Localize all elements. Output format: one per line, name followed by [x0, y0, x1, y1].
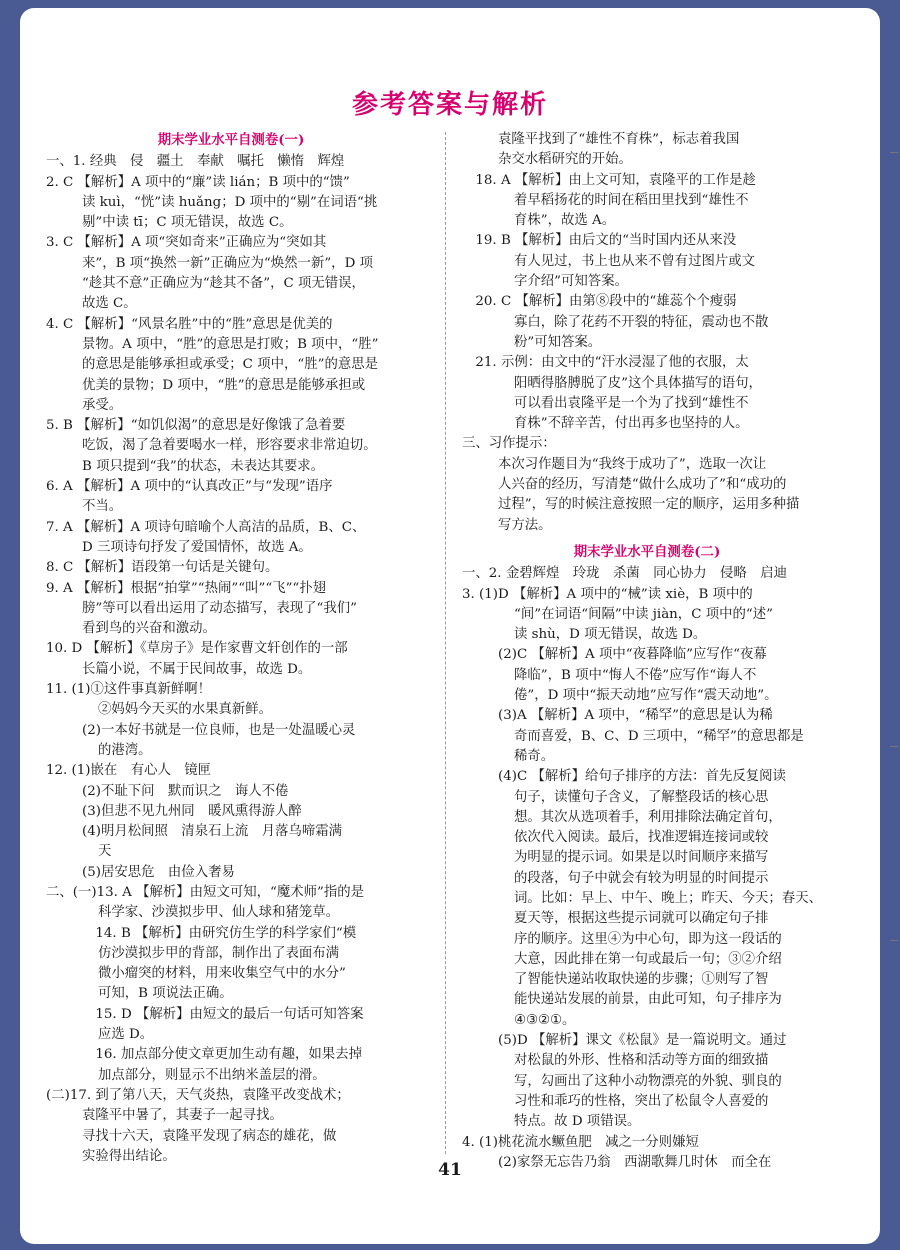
answer-line: 句子，读懂句子含义，了解整段话的核心思	[514, 789, 769, 805]
answer-line: (2)家祭无忘告乃翁 西湖歌舞几时休 而全在	[498, 1154, 772, 1170]
answer-line: 写，勾画出了这种小动物漂亮的外貌、驯良的	[514, 1073, 782, 1089]
answer-line: D 三项诗句抒发了爱国情怀，故选 A。	[82, 539, 312, 555]
answer-line: 依次代入阅读。最后，找准逻辑连接词或较	[514, 830, 769, 846]
answer-line: 习性和乖巧的性格，突出了松鼠令人喜爱的	[514, 1093, 769, 1109]
answer-line: 寻找十六天，袁隆平发现了病态的雄花，做	[82, 1128, 337, 1144]
answer-line: 的港湾。	[98, 742, 152, 758]
answer-line: 的段落，句子中就会有较为明显的时间提示	[514, 870, 769, 886]
answer-line: 3. (1)D 【解析】A 项中的“械”读 xiè，B 项中的	[462, 586, 753, 602]
answer-line: 育株”不辞辛苦，付出再多也坚持的人。	[514, 416, 749, 432]
answer-line: (二)17. 到了第八天，天气炎热，袁隆平改变战术；	[46, 1087, 350, 1103]
answer-line: 可以看出袁隆平是一个为了找到“雄性不	[514, 395, 749, 411]
edge-tick	[890, 152, 898, 153]
answer-line: 有人见过，书上也从来不曾有过图片或文	[514, 253, 756, 269]
answer-line: 一、2. 金碧辉煌 玲珑 杀菌 同心协力 侵略 启迪	[462, 566, 788, 582]
right-column	[462, 130, 832, 1173]
answer-line: 6. A 【解析】A 项中的“认真改正”与“发现”语序	[46, 479, 333, 495]
answer-line: 实验得出结论。	[82, 1148, 176, 1164]
answer-line: 20. C 【解析】由第⑧段中的“雄蕊个个瘦弱	[462, 294, 737, 310]
answer-line: 5. B 【解析】“如饥似渴”的意思是好像饿了急着要	[46, 418, 346, 434]
answer-line: 稀奇。	[514, 748, 555, 764]
answer-line: 粉”可知答案。	[514, 334, 602, 350]
answer-line: 人兴奋的经历，写清楚“做什么成功了”和“成功的	[498, 477, 787, 493]
answer-line: 吃饭，渴了急着要喝水一样，形容要求非常迫切。	[82, 438, 377, 454]
answer-line: 11. (1)①这件事真新鲜啊！	[46, 682, 212, 698]
answer-line: (3)但悲不见九州同 暖风熏得游人醉	[82, 803, 302, 819]
answer-line: ④③②①。	[514, 1012, 576, 1028]
answer-line: 着早稻扬花的时间在稻田里找到“雄性不	[514, 192, 749, 208]
answer-line: (4)明月松间照 清泉石上流 月落乌啼霜满	[82, 824, 342, 840]
answer-line: 14. B 【解析】由研究仿生学的科学家们“模	[82, 925, 357, 941]
answer-line: 的意思是能够承担或承受；C 项中，“胜”的意思是	[82, 357, 379, 373]
edge-tick	[890, 746, 898, 747]
answer-line: 为明显的提示词。如果是以时间顺序来描写	[514, 850, 769, 866]
answer-line: (5)D 【解析】课文《松鼠》是一篇说明文。通过	[498, 1033, 787, 1049]
answer-line: 对松鼠的外形、性格和活动等方面的细致描	[514, 1053, 769, 1069]
answer-line: “间”在词语“间隔”中读 jiàn，C 项中的“述”	[514, 606, 773, 622]
answer-line: 剔”中读 tī；C 项无错误，故选 C。	[82, 215, 293, 231]
column-divider	[445, 132, 446, 1154]
answer-line: 12. (1)嵌在 有心人 镜匣	[46, 763, 212, 779]
left-column	[46, 130, 416, 1167]
answer-line: 一、1. 经典 侵 疆土 奉献 嘱托 懒惰 辉煌	[46, 154, 345, 170]
answer-line: 10. D 【解析】《草房子》是作家曹文轩创作的一部	[46, 641, 348, 657]
answer-line: 倦”，D 项中“振天动地”应写作“震天动地”。	[514, 688, 778, 704]
answer-line: 膀”等可以看出运用了动态描写，表现了“我们”	[82, 600, 357, 616]
answer-line: 夏天等，根据这些提示词就可以确定句子排	[514, 911, 769, 927]
answer-line: 降临”，B 项中“悔人不倦”应写作“诲人不	[514, 667, 757, 683]
answer-line: 想。其次从选项着手，利用排除法确定首句，	[514, 809, 782, 825]
answer-line: ②妈妈今天买的水果真新鲜。	[98, 702, 273, 718]
answer-line: 9. A 【解析】根据“拍掌”“热闹”“叫”“飞”“扑翅	[46, 580, 327, 596]
answer-line: 写方法。	[498, 517, 552, 533]
answer-line: 袁隆平找到了“雄性不育株”，标志着我国	[498, 132, 740, 147]
answer-line: 过程”，写的时候注意按照一定的顺序，运用多种描	[498, 497, 800, 513]
answer-line: 序的顺序。这里④为中心句，即为这一段话的	[514, 931, 782, 947]
answer-line: 三、习作提示：	[462, 436, 556, 452]
answer-line: 杂交水稻研究的开始。	[498, 152, 632, 168]
answer-line: 大意，因此排在第一句或最后一句；③②介绍	[514, 951, 782, 967]
answer-line: 故选 C。	[82, 296, 137, 312]
answer-line: 应选 D。	[98, 1027, 154, 1043]
answer-line: 字介绍”可知答案。	[514, 274, 628, 290]
answer-line: 读 kuì，“恍”读 huǎng；D 项中的“剔”在词语“挑	[82, 194, 378, 210]
answer-line: 长篇小说，不属于民间故事，故选 D。	[82, 661, 312, 677]
answer-line: 袁隆平中暑了，其妻子一起寻找。	[82, 1108, 283, 1124]
answer-line: 18. A 【解析】由上文可知，袁隆平的工作是趁	[462, 172, 756, 188]
answer-line: B 项只提到“我”的状态，未表达其要求。	[82, 458, 325, 474]
answer-line: 特点。故 D 项错误。	[514, 1114, 641, 1130]
answer-sheet-page	[20, 8, 880, 1244]
answer-line: (2)一本好书就是一位良师，也是一处温暖心灵	[82, 722, 356, 738]
answer-line: 8. C 【解析】语段第一句话是关键句。	[46, 560, 279, 576]
answer-line: 16. 加点部分使文章更加生动有趣，如果去掉	[82, 1047, 362, 1063]
answer-line: (5)居安思危 由俭入奢易	[82, 864, 235, 880]
answer-line: 7. A 【解析】A 项诗句暗喻个人高洁的品质，B、C、	[46, 519, 366, 535]
answer-line: 19. B 【解析】由后文的“当时国内还从来没	[462, 233, 737, 249]
answer-line: 4. C 【解析】“风景名胜”中的“胜”意思是优美的	[46, 316, 333, 332]
answer-line: 阳晒得胳膊脱了皮”这个具体描写的语句，	[514, 375, 762, 391]
answer-line: 不当。	[82, 499, 123, 515]
answer-line: (2)不耻下问 默而识之 诲人不倦	[82, 783, 289, 799]
answer-line: 加点部分，则显示不出纳米盖层的滑。	[98, 1067, 326, 1083]
answer-line: 优美的景物；D 项中，“胜”的意思是能够承担或	[82, 377, 366, 393]
answer-line: “趁其不意”正确应为“趁其不备”，C 项无错误，	[82, 276, 365, 292]
page-number: 41	[438, 1160, 462, 1180]
answer-line: (3)A 【解析】A 项中，“稀罕”的意思是认为稀	[498, 708, 773, 724]
section-heading: 期末学业水平自测卷(一)	[157, 132, 305, 148]
answer-line: 仿沙漠拟步甲的背部，制作出了表面布满	[98, 945, 340, 961]
answer-line: (4)C 【解析】给句子排序的方法：首先反复阅读	[498, 769, 786, 785]
answer-line: 微小瘤突的材料，用来收集空气中的水分”	[98, 966, 346, 982]
answer-line: 2. C 【解析】A 项中的“廉”读 lián；B 项中的“馈”	[46, 174, 350, 190]
answer-line: 读 shù，D 项无错误，故选 D。	[514, 627, 707, 643]
section-heading: 期末学业水平自测卷(二)	[573, 543, 721, 560]
answer-line: 景物。A 项中，“胜”的意思是打败；B 项中，“胜”	[82, 336, 379, 352]
answer-line: 可知，B 项说法正确。	[98, 986, 233, 1002]
answer-line: (2)C 【解析】A 项中“夜暮降临”应写作“夜幕	[498, 647, 767, 663]
answer-line: 寡白，除了花药不开裂的特征，震动也不散	[514, 314, 769, 330]
answer-line: 奇而喜爱，B、C、D 三项中，“稀罕”的意思都是	[514, 728, 804, 744]
answer-line: 了智能快递站收取快递的步骤；①则写了智	[514, 972, 769, 988]
answer-line: 科学家、沙漠拟步甲、仙人球和猪笼草。	[98, 905, 340, 921]
answer-line: 来”，B 项“换然一新”正确应为“焕然一新”，D 项	[82, 255, 373, 271]
answer-line: 二、(一)13. A 【解析】由短文可知，“魔术师”指的是	[46, 884, 365, 900]
answer-line: 3. C 【解析】A 项“突如奇来”正确应为“突如其	[46, 235, 327, 251]
answer-line: 词。比如：早上、中午、晚上；昨天、今天；春天、	[514, 890, 822, 906]
answer-line: 承受。	[82, 397, 123, 413]
answer-line: 天	[98, 844, 112, 860]
answer-line: 本次习作题目为“我终于成功了”，选取一次让	[498, 456, 767, 472]
answer-line: 育株”，故选 A。	[514, 213, 616, 229]
edge-tick	[890, 940, 898, 941]
answer-line: 15. D 【解析】由短文的最后一句话可知答案	[82, 1006, 364, 1022]
page-title: 参考答案与解析	[351, 90, 548, 120]
answer-line: 4. (1)桃花流水鳜鱼肥 减之一分则嫌短	[462, 1134, 699, 1150]
answer-line: 21. 示例：由文中的“汗水浸湿了他的衣服，太	[462, 355, 749, 371]
answer-line: 看到鸟的兴奋和激动。	[82, 621, 216, 637]
answer-line: 能快递站发展的前景，由此可知，句子排序为	[514, 992, 782, 1008]
